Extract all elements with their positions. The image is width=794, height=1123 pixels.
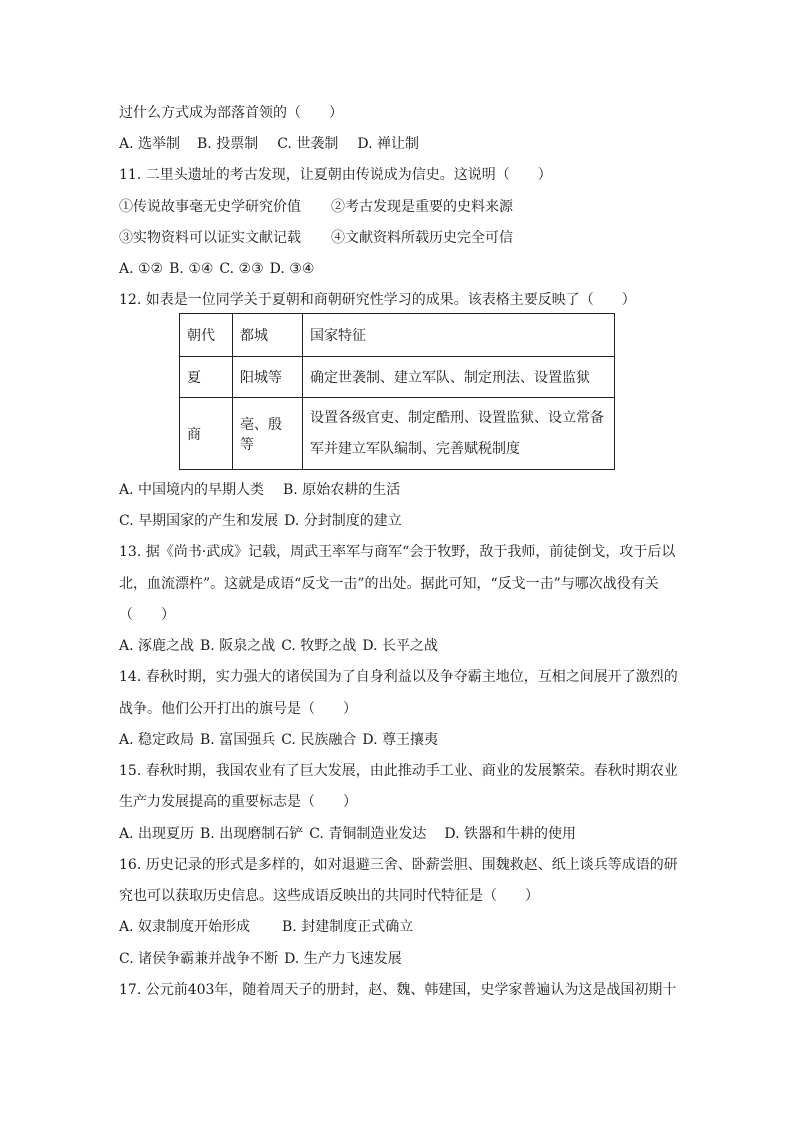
q12-options-row2 (119, 512, 402, 530)
q15-option-b: B. 出现磨制石铲 (200, 826, 304, 842)
q11-stem: 11. 二里头遗址的考古发现，让夏朝由传说成为信史。这说明（ ） (119, 167, 552, 183)
q16-option-a: A. 奴隶制度开始形成 (119, 919, 251, 935)
q14-option-d: D. 尊王攘夷 (362, 732, 438, 748)
q13-option-b: B. 阪泉之战 (200, 638, 276, 654)
q13-option-d: D. 长平之战 (362, 638, 438, 654)
q17-stem-line1: 17. 公元前403年，随着周天子的册封，赵、魏、韩建国，史学家普遍认为这是战国初期十 (119, 982, 677, 998)
q16-option-c: C. 诸侯争霸兼并战争不断 (119, 951, 279, 967)
q13-stem-line2: 北，血流漂杵”。这就是成语“反戈一击”的出处。据此可知，“反戈一击”与哪次战役有关 (119, 576, 659, 592)
table-cell-dynasty: 夏 (180, 357, 233, 398)
q15-stem-line2: 生产力发展提高的重要标志是（ ） (119, 794, 357, 810)
q13-stem-line1: 13. 据《尚书·武成》记载，周武王率军与商军“会于牧野，敌于我师，前徒倒戈，攻于后以 (119, 544, 676, 560)
q11-statements-row2 (119, 229, 513, 247)
q12-options-row1 (119, 481, 400, 499)
q12-option-d: D. 分封制度的建立 (284, 513, 402, 529)
q12-option-a: A. 中国境内的早期人类 (119, 482, 265, 498)
table-cell-dynasty: 商 (180, 398, 233, 470)
q15-options (119, 825, 576, 843)
q14-stem-line1: 14. 春秋时期，实力强大的诸侯国为了自身利益以及争夺霸主地位，互相之间展开了激烈的 (119, 669, 678, 685)
q11-statement-2: ②考古发现是重要的史料来源 (331, 199, 513, 215)
q15-option-c: C. 青铜制造业发达 (309, 826, 427, 842)
q10-option-b: B. 投票制 (197, 136, 259, 152)
q16-option-b: B. 封建制度正式确立 (282, 919, 414, 935)
table-cell-capital: 阳城等 (233, 357, 303, 398)
q11-statement-4: ④文献资料所载历史完全可信 (331, 230, 513, 246)
q11-statement-3: ③实物资料可以证实文献记载 (119, 230, 301, 246)
q12-stem: 12. 如表是一位同学关于夏朝和商朝研究性学习的成果。该表格主要反映了（ ） (119, 292, 636, 308)
q13-option-a: A. 涿鹿之战 (119, 638, 195, 654)
table-row (180, 357, 615, 398)
q12-option-c: C. 早期国家的产生和发展 (119, 513, 279, 529)
q13-options (119, 637, 438, 655)
q16-options-row2 (119, 950, 402, 968)
q15-stem-line1: 15. 春秋时期，我国农业有了巨大发展，由此推动手工业、商业的发展繁荣。春秋时期农业 (119, 763, 678, 779)
q14-options (119, 731, 438, 749)
q10-option-c: C. 世袭制 (277, 136, 339, 152)
q12-option-b: B. 原始农耕的生活 (283, 482, 401, 498)
q11-option-b: B. ①④ (169, 261, 214, 277)
q16-stem-line1: 16. 历史记录的形式是多样的，如对退避三舍、卧薪尝胆、围魏救赵、纸上谈兵等成语的研 (119, 857, 678, 873)
q10-options (119, 135, 419, 153)
q13-option-c: C. 牧野之战 (281, 638, 357, 654)
q16-stem-line2: 究也可以获取历史信息。这些成语反映出的共同时代特征是（ ） (119, 888, 539, 904)
table-row (180, 398, 615, 470)
q16-options-row1 (119, 918, 413, 936)
q11-option-a: A. ①② (119, 261, 164, 277)
q15-option-d: D. 铁器和牛耕的使用 (444, 826, 576, 842)
q11-option-d: D. ③④ (269, 261, 315, 277)
q14-option-a: A. 稳定政局 (119, 732, 195, 748)
table-header-capital: 都城 (233, 314, 303, 357)
q16-option-d: D. 生产力飞速发展 (284, 951, 402, 967)
q11-option-c: C. ②③ (219, 261, 264, 277)
q11-statement-1: ①传说故事毫无史学研究价值 (119, 199, 301, 215)
q10-option-a: A. 选举制 (119, 136, 181, 152)
table-cell-capital: 亳、殷等 (233, 398, 303, 470)
q14-stem-line2: 战争。他们公开打出的旗号是（ ） (119, 701, 357, 717)
q13-stem-line3: （ ） (119, 607, 175, 623)
q11-options (119, 260, 314, 278)
table-header-features: 国家特征 (303, 314, 615, 357)
table-cell-features: 确定世袭制、建立军队、制定刑法、设置监狱 (303, 357, 615, 398)
q10-stem-tail: 过什么方式成为部落首领的（ ） (119, 105, 343, 121)
table-cell-features: 设置各级官吏、制定酷刑、设置监狱、设立常备军并建立军队编制、完善赋税制度 (303, 398, 615, 470)
q15-option-a: A. 出现夏历 (119, 826, 195, 842)
dynasty-table (179, 313, 615, 470)
q14-option-c: C. 民族融合 (281, 732, 357, 748)
table-header-dynasty: 朝代 (180, 314, 233, 357)
table-header-row (180, 314, 615, 357)
q14-option-b: B. 富国强兵 (200, 732, 276, 748)
q11-statements-row1 (119, 198, 513, 216)
q10-option-d: D. 禅让制 (357, 136, 419, 152)
